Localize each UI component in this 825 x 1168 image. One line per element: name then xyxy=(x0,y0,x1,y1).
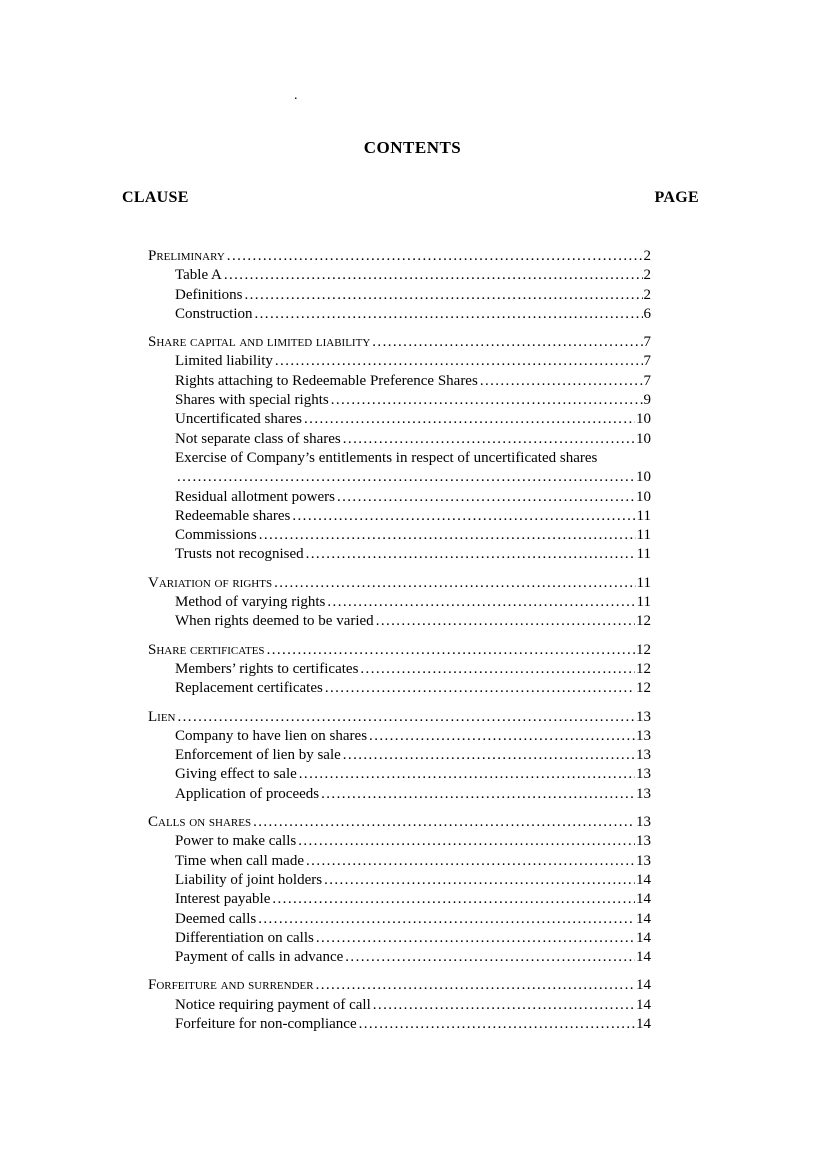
dot-leader xyxy=(298,832,635,851)
toc-item-label: Redeemable shares xyxy=(175,507,291,524)
toc-item-page-number: 13 xyxy=(636,727,651,744)
toc-item xyxy=(175,832,651,851)
toc-item-page-number: 6 xyxy=(643,305,651,322)
dot-leader xyxy=(324,871,635,890)
dot-leader xyxy=(360,660,635,679)
toc-item-label: Company to have lien on shares xyxy=(175,727,368,744)
page-content xyxy=(122,189,699,1034)
toc-item xyxy=(175,948,651,967)
toc-section-heading xyxy=(148,976,651,995)
toc-item-page-number: 14 xyxy=(636,1015,651,1032)
stray-mark: . xyxy=(294,88,298,103)
dot-leader xyxy=(376,612,635,631)
dot-leader xyxy=(327,593,635,612)
toc-item-page-number: 11 xyxy=(636,594,651,611)
toc-item-page-number: 10 xyxy=(636,469,651,486)
dot-leader xyxy=(292,507,635,526)
toc-item xyxy=(175,352,651,371)
toc-item xyxy=(175,612,651,631)
toc-item-label: Definitions xyxy=(175,286,243,303)
toc-item xyxy=(175,871,651,890)
dot-leader xyxy=(480,372,643,391)
page-column-header: PAGE xyxy=(654,189,699,206)
toc-section-heading-page-number: 12 xyxy=(636,641,651,658)
toc-item-label: Power to make calls xyxy=(175,833,297,850)
toc-section xyxy=(122,333,651,565)
toc-item xyxy=(175,286,651,305)
toc-item xyxy=(175,449,651,488)
document-title: CONTENTS xyxy=(363,138,462,157)
dot-leader xyxy=(255,305,643,324)
toc-item xyxy=(175,593,651,612)
dot-leader xyxy=(306,852,635,871)
dot-leader xyxy=(259,526,636,545)
toc-item-page-number: 11 xyxy=(636,527,651,544)
toc-item-label: Not separate class of shares xyxy=(175,430,341,447)
dot-leader xyxy=(274,574,635,593)
toc-item-label: Giving effect to sale xyxy=(175,766,297,783)
dot-leader xyxy=(227,247,643,266)
toc-item-page-number: 7 xyxy=(643,372,651,389)
dot-leader xyxy=(267,641,635,660)
toc-item-label: Trusts not recognised xyxy=(175,546,304,563)
toc-item-page-number: 13 xyxy=(636,747,651,764)
toc-section-heading-page-number: 7 xyxy=(643,334,651,351)
toc-item xyxy=(175,746,651,765)
dot-leader xyxy=(299,765,635,784)
toc-item xyxy=(175,372,651,391)
toc-item-page-number: 14 xyxy=(636,891,651,908)
toc-item-label: Deemed calls xyxy=(175,910,257,927)
toc-item-label: Members’ rights to certificates xyxy=(175,660,359,677)
dot-leader xyxy=(258,910,635,929)
toc-item xyxy=(175,679,651,698)
dot-leader xyxy=(343,746,635,765)
toc-section-heading xyxy=(148,574,651,593)
toc-section-heading-page-number: 14 xyxy=(636,977,651,994)
toc-item-page-number: 13 xyxy=(636,833,651,850)
dot-leader xyxy=(369,727,635,746)
toc-item xyxy=(175,727,651,746)
toc-section-heading-label: Share certificates xyxy=(148,641,265,658)
toc-item xyxy=(175,526,651,545)
toc-item-page-number: 12 xyxy=(636,680,651,697)
toc-item-label: Replacement certificates xyxy=(175,680,323,697)
toc-section-heading-label: Forfeiture and surrender xyxy=(148,977,314,994)
dot-leader xyxy=(177,468,635,487)
dot-leader xyxy=(359,1015,635,1034)
toc-item-label: Method of varying rights xyxy=(175,594,326,611)
toc-section xyxy=(122,247,651,324)
dot-leader xyxy=(373,996,635,1015)
toc-item-label: Application of proceeds xyxy=(175,785,320,802)
toc-section-heading xyxy=(148,247,651,266)
dot-leader xyxy=(321,785,635,804)
toc-item-label: Commissions xyxy=(175,527,257,544)
toc-item-page-number: 11 xyxy=(636,507,651,524)
clause-column-header: CLAUSE xyxy=(122,189,189,206)
dot-leader xyxy=(306,545,636,564)
toc-item-label: When rights deemed to be varied xyxy=(175,613,374,630)
toc-item-label: Interest payable xyxy=(175,891,271,908)
toc-item-label: Payment of calls in advance xyxy=(175,949,344,966)
toc-section xyxy=(122,813,651,967)
toc-item-page-number: 12 xyxy=(636,660,651,677)
toc-item xyxy=(175,410,651,429)
toc-section-heading xyxy=(148,813,651,832)
dot-leader xyxy=(304,410,635,429)
toc-item xyxy=(175,545,651,564)
dot-leader xyxy=(245,286,643,305)
toc-item xyxy=(175,1015,651,1034)
toc-item-page-number: 14 xyxy=(636,949,651,966)
dot-leader xyxy=(224,266,643,285)
toc-section-heading-label: Calls on shares xyxy=(148,814,252,831)
toc-item-page-number: 2 xyxy=(643,267,651,284)
toc-section xyxy=(122,976,651,1034)
toc-item-page-number: 9 xyxy=(643,392,651,409)
dot-leader xyxy=(331,391,643,410)
toc-section xyxy=(122,641,651,699)
toc-section-heading-page-number: 13 xyxy=(636,814,651,831)
toc-item xyxy=(175,910,651,929)
dot-leader xyxy=(316,929,635,948)
dot-leader xyxy=(372,333,642,352)
toc-item-label: Rights attaching to Redeemable Preference Shares xyxy=(175,372,478,389)
toc-item xyxy=(175,266,651,285)
toc-item xyxy=(175,785,651,804)
toc-item xyxy=(175,391,651,410)
toc-item-label: Notice requiring payment of call xyxy=(175,996,371,1013)
dot-leader xyxy=(272,890,635,909)
table-of-contents xyxy=(122,247,651,1034)
toc-section-heading-label: Variation of rights xyxy=(148,574,273,591)
dot-leader xyxy=(337,488,635,507)
toc-section xyxy=(122,574,651,632)
toc-item-page-number: 10 xyxy=(636,488,651,505)
toc-item-page-number: 14 xyxy=(636,929,651,946)
toc-item xyxy=(175,507,651,526)
toc-section-heading xyxy=(148,641,651,660)
toc-item-page-number: 14 xyxy=(636,996,651,1013)
toc-item xyxy=(175,890,651,909)
toc-section-heading-label: Lien xyxy=(148,708,176,725)
toc-item xyxy=(175,488,651,507)
toc-item-page-number: 13 xyxy=(636,785,651,802)
toc-column-headers xyxy=(122,189,699,207)
toc-item-label: Exercise of Company’s entitlements in respect of uncertificated shares xyxy=(175,449,598,466)
toc-item-page-number: 7 xyxy=(643,353,651,370)
toc-item-page-number: 14 xyxy=(636,910,651,927)
toc-item-page-number: 10 xyxy=(636,430,651,447)
dot-leader xyxy=(253,813,635,832)
toc-section-heading-page-number: 13 xyxy=(636,708,651,725)
toc-item-label: Forfeiture for non-compliance xyxy=(175,1015,357,1032)
toc-item-label: Construction xyxy=(175,305,253,322)
toc-item-label: Table A xyxy=(175,267,222,284)
toc-item-label: Limited liability xyxy=(175,353,273,370)
toc-section-heading-label: Share capital and limited liability xyxy=(148,334,371,351)
toc-item xyxy=(175,660,651,679)
toc-item xyxy=(175,852,651,871)
toc-section-heading xyxy=(148,708,651,727)
toc-item-page-number: 13 xyxy=(636,852,651,869)
toc-item-label: Enforcement of lien by sale xyxy=(175,747,341,764)
toc-section-heading-page-number: 11 xyxy=(636,574,651,591)
dot-leader xyxy=(343,430,635,449)
toc-item xyxy=(175,765,651,784)
toc-item-label: Liability of joint holders xyxy=(175,871,323,888)
toc-item-page-number: 12 xyxy=(636,613,651,630)
dot-leader xyxy=(345,948,635,967)
toc-item-label: Time when call made xyxy=(175,852,305,869)
toc-section-heading xyxy=(148,333,651,352)
toc-item-page-number: 14 xyxy=(636,871,651,888)
toc-item-page-number: 13 xyxy=(636,766,651,783)
toc-item xyxy=(175,430,651,449)
toc-section-heading-page-number: 2 xyxy=(643,248,651,264)
toc-item-page-number: 11 xyxy=(636,546,651,563)
toc-item-label: Residual allotment powers xyxy=(175,488,335,505)
toc-item xyxy=(175,929,651,948)
toc-item-page-number: 2 xyxy=(643,286,651,303)
toc-section-heading-label: Preliminary xyxy=(148,248,225,264)
dot-leader xyxy=(275,352,643,371)
toc-item-page-number: 10 xyxy=(636,411,651,428)
toc-item-label: Differentiation on calls xyxy=(175,929,314,946)
toc-section xyxy=(122,708,651,804)
toc-item-label: Uncertificated shares xyxy=(175,411,303,428)
dot-leader xyxy=(178,708,636,727)
toc-item-label: Shares with special rights xyxy=(175,392,329,409)
toc-item xyxy=(175,305,651,324)
toc-item xyxy=(175,996,651,1015)
dot-leader xyxy=(316,976,635,995)
dot-leader xyxy=(325,679,635,698)
